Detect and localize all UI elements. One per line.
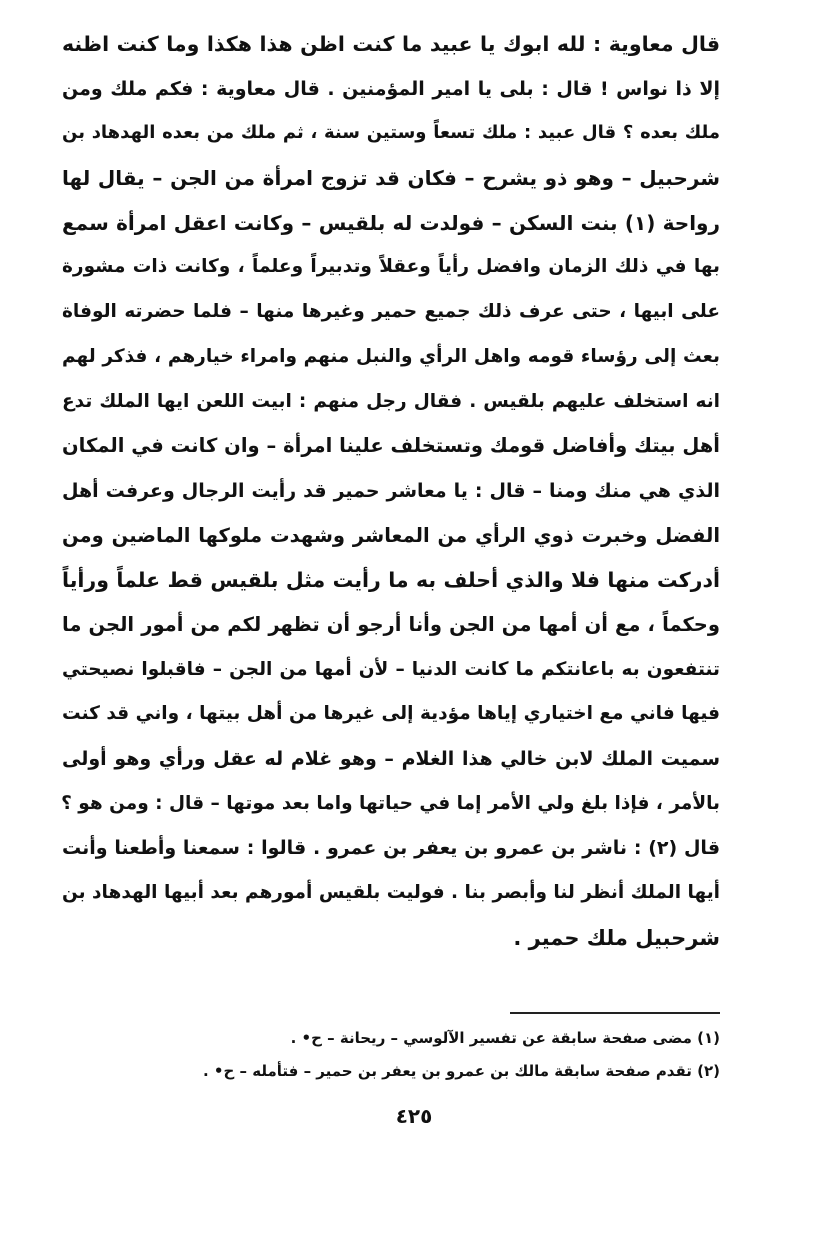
text-line: أدركت منها فلا والذي أحلف به ما رأيت مثل بلقيس قط علماً ورأياً xyxy=(62,568,720,593)
text-line: بها في ذلك الزمان وافضل رأياً وعقلاً وتدبيراً وعلماً ، وكانت ذات مشورة xyxy=(62,256,720,278)
text-line: فيها فاني مع اختياري إياها مؤدية إلى غيرها من أهل بيتها ، واني قد كنت xyxy=(62,703,720,725)
page-number: ٤٢٥ xyxy=(395,1104,433,1128)
text-line: ملك بعده ؟ قال عبيد : ملك تسعاً وستين سنة ، ثم ملك من بعده الهدهاد بن xyxy=(62,122,720,144)
text-line: على ابيها ، حتى عرف ذلك جميع حمير وغيرها منها – فلما حضرته الوفاة xyxy=(62,301,720,323)
text-line: سميت الملك لابن خالي هذا الغلام – وهو غلام له عقل ورأي وهو أولى xyxy=(62,748,720,770)
footnote-1: (١) مضى صفحة سابقة عن تفسير الآلوسي – ريحانة – ح• . xyxy=(290,1029,720,1047)
text-line: أهل بيتك وأفاضل قومك وتستخلف علينا امرأة – وان كانت في المكان xyxy=(62,434,720,458)
text-line: أيها الملك أنظر لنا وأبصر بنا . فوليت بلقيس أمورهم بعد أبيها الهدهاد بن xyxy=(62,882,720,904)
footnote-divider xyxy=(510,1012,720,1014)
text-line: بعث إلى رؤساء قومه واهل الرأي والنبل منهم وامراء خيارهم ، فذكر لهم xyxy=(62,345,720,367)
text-line: رواحة (١) بنت السكن – فولدت له بلقيس – وكانت اعقل امرأة سمع xyxy=(62,210,720,235)
text-line: إلا ذا نواس ! قال : بلى يا امير المؤمنين . قال معاوية : فكم ملك ومن xyxy=(62,77,720,100)
text-line: انه استخلف عليهم بلقيس . فقال رجل منهم : ابيت اللعن ايها الملك تدع xyxy=(62,390,720,412)
text-line: الفضل وخبرت ذوي الرأي من المعاشر وشهدت ملوكها الماضين ومن xyxy=(62,523,720,547)
text-line: شرحبيل – وهو ذو يشرح – فكان قد تزوج امرأة من الجن – يقال لها xyxy=(62,166,720,191)
footnote-2: (٢) تقدم صفحة سابقة مالك بن عمرو بن يعفر بن حمير – فتأمله – ح• . xyxy=(203,1062,720,1080)
text-line: بالأمر ، فإذا بلغ ولي الأمر إما في حياتها واما بعد موتها – قال : ومن هو ؟ xyxy=(61,792,720,814)
text-line: قال (٢) : ناشر بن عمرو بن يعفر بن عمرو . قالوا : سمعنا وأطعنا وأنت xyxy=(62,837,721,860)
text-line: وحكماً ، مع أن أمها من الجن وأنا أرجو أن تظهر لكم من أمور الجن ما xyxy=(62,612,720,636)
main-text xyxy=(62,22,720,960)
text-line: تنتفعون به باعانتكم ما كانت الدنيا – لأن أمها من الجن – فاقبلوا نصيحتي xyxy=(62,658,720,680)
text-line: قال معاوية : لله ابوك يا عبيد ما كنت اظن هذا هكذا وما كنت اظنه xyxy=(62,32,720,56)
text-line: الذي هي منك ومنا – قال : يا معاشر حمير قد رأيت الرجال وعرفت أهل xyxy=(62,479,720,502)
text-line-last: شرحبيل ملك حمير . xyxy=(513,925,720,950)
footnotes xyxy=(100,1022,720,1088)
